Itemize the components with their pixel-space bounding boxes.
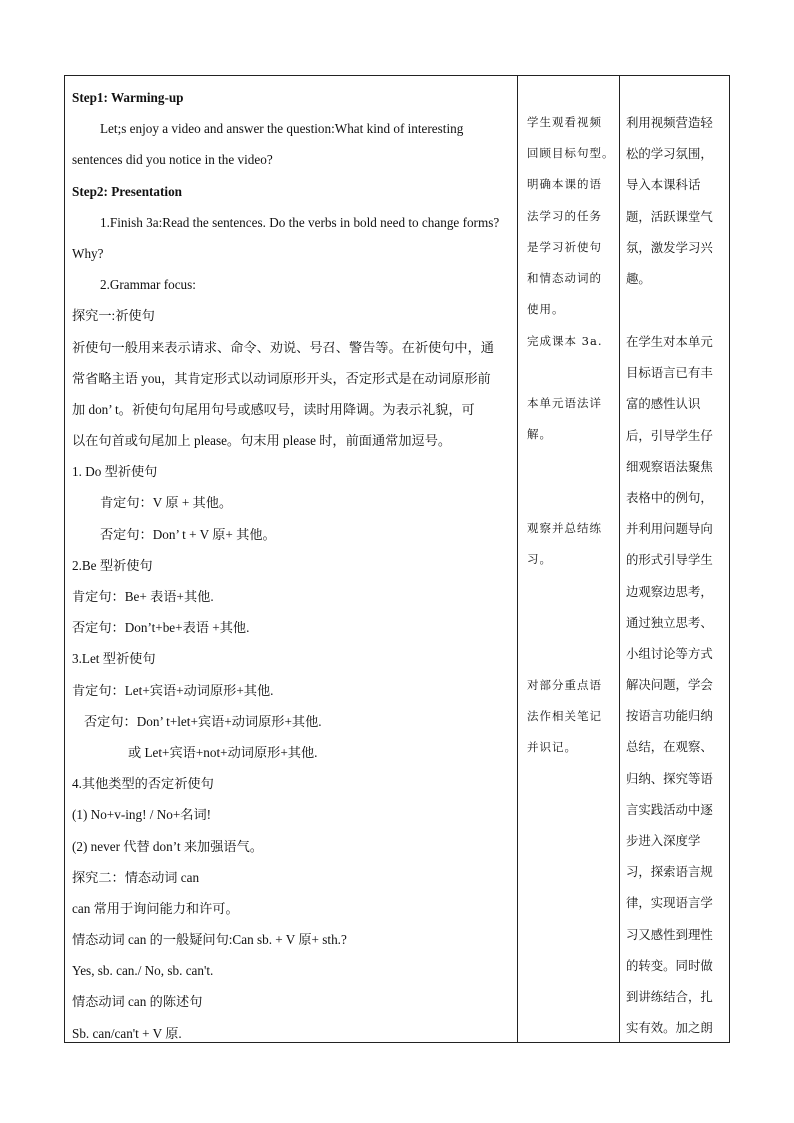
do-positive: 肯定句：V 原 + 其他。	[100, 495, 233, 511]
design-intent-line: 步进入深度学	[626, 833, 701, 848]
design-intent-line: 通过独立思考、	[626, 614, 713, 630]
explore1-paragraph: 加 don’ t。祈使句句尾用句号或感叹号，读时用降调。为表示礼貌，可	[72, 401, 475, 417]
can-answer-form: Yes, sb. can./ No, sb. can't.	[72, 963, 214, 979]
explore1-paragraph: 常省略主语 you，其肯定形式以动词原形开头，否定形式是在动词原形前	[72, 370, 491, 386]
design-intent-line: 的转变。同时做	[626, 957, 713, 973]
column-divider	[517, 76, 518, 1042]
step1-text: Let;s enjoy a video and answer the question:What kind of interesting	[100, 121, 464, 137]
can-statement-title: 情态动词 can 的陈述句	[72, 994, 203, 1010]
explore1-paragraph: 以在句首或句尾加上 please。句末用 please 时，前面通常加逗号。	[72, 433, 452, 449]
design-intent-line: 习，探索语言规	[626, 864, 713, 880]
design-intent-line: 表格中的例句，	[626, 489, 713, 505]
design-intent-line: 后，引导学生仔	[626, 427, 713, 443]
student-activity-line: 对部分重点语	[527, 678, 602, 692]
student-activity-line: 和情态动词的	[527, 270, 602, 285]
design-intent-line: 富的感性认识	[626, 396, 701, 412]
student-activity-line: 本单元语法详	[527, 396, 602, 410]
student-activity-block	[527, 107, 613, 325]
design-intent-line: 实有效。加之朗	[626, 1020, 713, 1036]
design-intent-line: 总结，在观察、	[626, 739, 713, 755]
do-negative: 否定句：Don’ t + V 原+ 其他。	[100, 526, 276, 542]
explore1-paragraph: 祈使句一般用来表示请求、命令、劝说、号召、警告等。在祈使句中，通	[72, 339, 494, 355]
student-activity-line: 观察并总结练	[527, 521, 602, 535]
can-usage: can 常用于询问能力和许可。	[72, 900, 239, 916]
let-negative: 否定句：Don’ t+let+宾语+动词原形+其他.	[84, 713, 322, 729]
design-intent-line: 边观察边思考，	[626, 583, 713, 599]
student-activity-line: 法作相关笔记	[527, 709, 602, 724]
design-intent-line: 习又感性到理性	[626, 926, 713, 942]
design-intent-line: 题，活跃课堂气	[626, 208, 713, 224]
design-intent-line: 言实践活动中逐	[626, 801, 713, 817]
be-negative: 否定句：Don’t+be+表语 +其他.	[72, 620, 250, 636]
step2-heading: Step2: Presentation	[72, 183, 183, 199]
student-activity-line: 习。	[527, 552, 552, 567]
student-activity-line: 明确本课的语	[527, 177, 602, 192]
design-intent-line: 按语言功能归纳	[626, 708, 713, 724]
student-activity-block	[527, 388, 613, 450]
be-imperative-title: 2.Be 型祈使句	[72, 557, 153, 573]
let-imperative-title: 3.Let 型祈使句	[72, 651, 156, 667]
grammar-focus-label: 2.Grammar focus:	[100, 277, 196, 293]
step2-text: Why?	[72, 245, 104, 261]
design-intent-line: 氛，激发学习兴	[626, 239, 713, 255]
student-activity-line: 并识记。	[527, 740, 577, 755]
lesson-table	[64, 75, 730, 1043]
be-positive: 肯定句：Be+ 表语+其他.	[72, 589, 214, 604]
step1-heading: Step1: Warming-up	[72, 90, 184, 105]
explore1-title: 探究一:祈使句	[72, 308, 155, 324]
let-negative-alt: 或 Let+宾语+not+动词原形+其他.	[128, 744, 318, 760]
other-imperative-item: (2) never 代替 don’t 来加强语气。	[72, 838, 263, 854]
design-intent-line: 在学生对本单元	[626, 334, 713, 349]
student-activity-line: 使用。	[527, 302, 565, 317]
design-intent-line: 解决问题，学会	[626, 677, 713, 693]
design-intent-line: 归纳、探究等语	[626, 770, 713, 786]
student-activity-line: 学生观看视频	[527, 115, 602, 129]
other-imperative-title: 4.其他类型的否定祈使句	[72, 776, 214, 792]
design-intent-line: 松的学习氛围，	[626, 146, 713, 162]
explore2-title: 探究二：情态动词 can	[72, 869, 200, 885]
design-intent-line: 小组讨论等方式	[626, 645, 713, 661]
can-statement-form: Sb. can/can't + V 原.	[72, 1025, 182, 1041]
column-divider	[619, 76, 620, 1042]
step1-text: sentences did you notice in the video?	[72, 152, 273, 168]
design-intent-line: 导入本课科话	[626, 177, 701, 193]
design-intent-line: 细观察语法聚焦	[626, 458, 713, 474]
teaching-content-column	[72, 82, 512, 1049]
other-imperative-item: (1) No+v-ing! / No+名词!	[72, 807, 212, 823]
design-intent-line: 的形式引导学生	[626, 552, 713, 568]
step2-text: 1.Finish 3a:Read the sentences. Do the verbs in bold need to change forms?	[100, 214, 500, 230]
student-activity-line: 解。	[527, 427, 552, 442]
design-intent-line: 律，实现语言学	[626, 895, 713, 911]
design-intent-line: 趣。	[626, 270, 651, 286]
design-intent-line: 目标语言已有丰	[626, 365, 713, 381]
student-activity-block	[527, 326, 613, 357]
student-activity-line: 回顾目标句型。	[527, 146, 615, 161]
let-positive: 肯定句：Let+宾语+动词原形+其他.	[72, 682, 274, 698]
student-activity-block	[527, 513, 613, 575]
design-intent-line: 到讲练结合，扎	[626, 988, 713, 1004]
design-intent-block	[626, 107, 722, 294]
student-activity-block	[527, 670, 613, 764]
student-activity-line: 完成课本 3a.	[527, 334, 603, 348]
design-intent-line: 利用视频营造轻	[626, 115, 713, 130]
student-activity-line: 是学习祈使句	[527, 239, 602, 254]
design-intent-line: 并利用问题导向	[626, 521, 713, 537]
can-question-form: 情态动词 can 的一般疑问句:Can sb. + V 原+ sth.?	[72, 932, 347, 948]
student-activity-line: 法学习的任务	[527, 208, 602, 223]
design-intent-block	[626, 326, 722, 1043]
do-imperative-title: 1. Do 型祈使句	[72, 464, 158, 480]
